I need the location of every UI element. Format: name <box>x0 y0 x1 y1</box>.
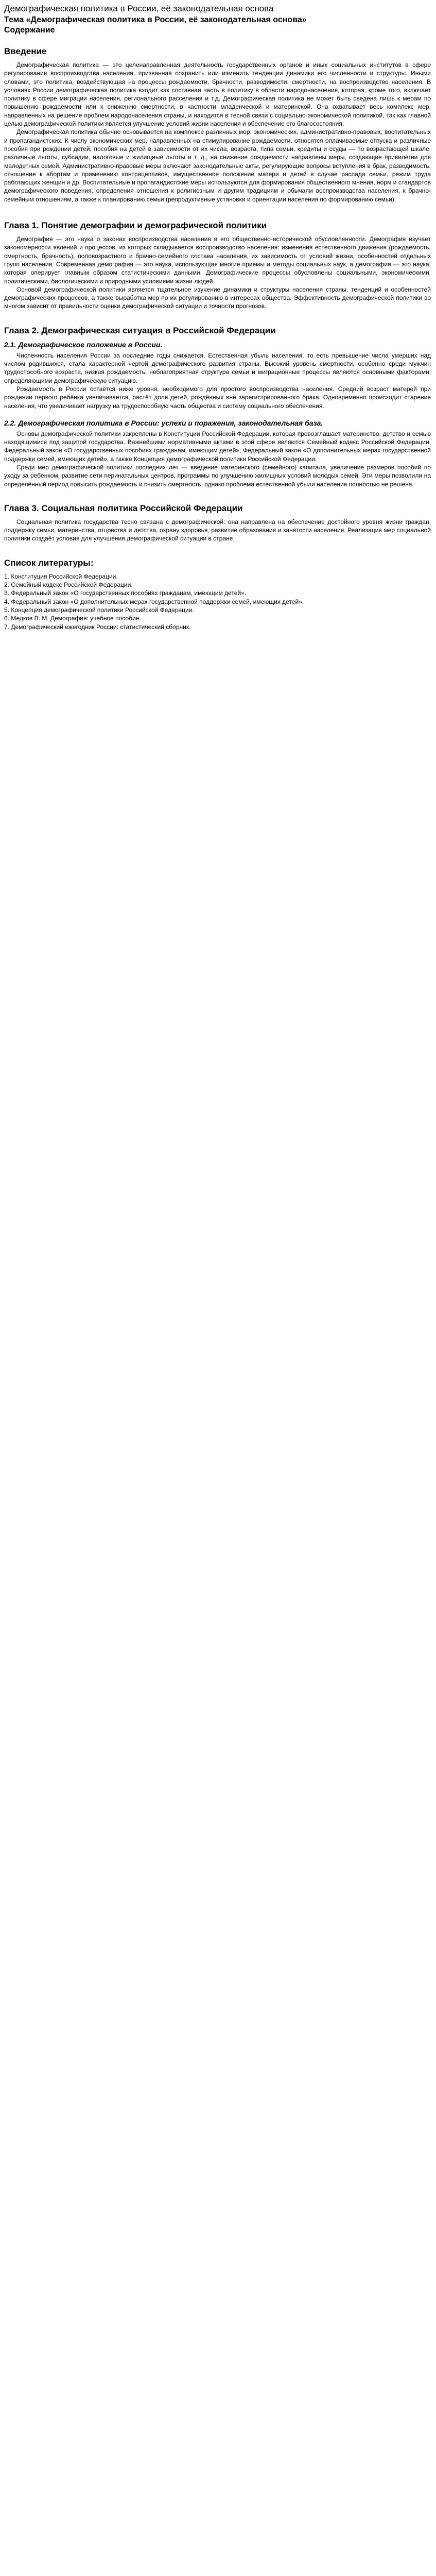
reference-item: 4. Федеральный закон «О дополнительных мерах государственной поддержки семей, имеющих детей». <box>4 598 304 605</box>
spacer <box>4 410 431 418</box>
document-topic: Тема «Демографическая политика в России, её законодательная основа» <box>4 15 307 24</box>
paragraph: Демографическая политика — это целенаправленная деятельность государственных органов и иных социальных институтов в сфере регулирования воспроизводства населения, призванная сохранить или изменить тенденции динамики его численности и структуры. Иными словами, это политика, воздействующая на процессы рождаемости, брачности, разводимости, смертности, на воспроизводство населения. В условиях России демографическая политика входит как составная часть в политику в области народонаселения, которая, кроме того, включает политику в сфере миграции населения, регионального расселения и т.д. Демографическая политика не может быть сведена лишь к мерам по повышению рождаемости или к снижению смертности, в частности младенческой и материнской. Она охватывает весь комплекс мер, направленных на решение проблем народонаселения страны, и находится в тесной связи с социально-экономической политикой, так как главной целью демографической политики является улучшение условий жизни населения и обеспечение его благосостояния. <box>4 61 431 128</box>
reference-item: 3. Федеральный закон «О государственных пособиях гражданам, имеющим детей». <box>4 589 247 597</box>
paragraph: Демографическая политика обычно основывается на комплексе различных мер: экономических, административно-правовых, воспитательных и пропагандистских. К числу экономических мер, направленных на стимулирование рождаемости, относятся оплачиваемые отпуска и различные пособия при рождении детей, пособия на детей в зависимости от их числа, возраста, типа семьи, кредиты и ссуды — по возрастающей шкале, различные льготы, субсидии, налоговые и жилищные льготы и т. д., на снижение рождаемости направлены меры, создающие привилегии для малодетных семей. Административно-правовые меры включают законодательные акты, регулирующие вопросы вступления в брак, разводимость, отношение к абортам и применению контрацептивов, имущественное положение матери и детей в случае распада семьи, режим труда работающих женщин и др. Воспитательные и пропагандистские меры используются для формирования общественного мнения, норм и стандартов демографического поведения, определения отношения к религиозным и другим традициям и обычаям воспроизводства населения, к брачно-семейным отношениям, а также к планированию семьи (репродуктивные установки и ориентации населения по формированию семьи). <box>4 128 431 203</box>
section-chapter-2 <box>4 325 431 488</box>
section-introduction <box>4 46 431 204</box>
references-heading: Список литературы: <box>4 557 94 568</box>
document-header <box>4 3 431 36</box>
paragraph: Основы демографической политики закреплены в Конституции Российской Федерации, которая провозглашает материнство, детство и семью находящимися под защитой государства. Важнейшими нормативными актами в этой сфере являются Семейный кодекс Российской Федерации, Федеральный закон «О государственных пособиях гражданам, имеющим детей», Федеральный закон «О дополнительных мерах государственной поддержки семей, имеющих детей», а также Концепция демографической политики Российской Федерации. <box>4 430 431 463</box>
reference-item: 7. Демографический ежегодник России: статистический сборник. <box>4 623 191 631</box>
chapter-1-heading: Глава 1. Понятие демографии и демографической политики <box>4 221 267 231</box>
paragraph: Среди мер демографической политики последних лет — введение материнского (семейного) капитала, увеличение размеров пособий по уходу за ребёнком, развитие сети перинатальных центров, программы по улучшению жилищных условий молодых семей. Эти меры позволили на определённый период повысить рождаемость и снизить смертность, однако проблема естественной убыли населения полностью не решена. <box>4 463 431 488</box>
section-chapter-1 <box>4 220 431 311</box>
references-list <box>4 572 431 631</box>
paragraph: Основой демографической политики является тщательное изучение динамики и структуры населения страны, тенденций и особенностей демографических процессов, а также выработка мер по их регулированию в интересах общества. Эффективность демографической политики во многом зависит от правильности оценки демографической ситуации и точности прогнозов. <box>4 285 431 310</box>
subsection-2-2-heading: 2.2. Демографическая политика в России: успехи и поражения, законодательная база. <box>4 418 323 427</box>
reference-item: 5. Концепция демографической политики Российской Федерации. <box>4 606 194 614</box>
chapter-2-heading: Глава 2. Демографическая ситуация в Российской Федерации <box>4 325 276 335</box>
subsection-2-1-heading: 2.1. Демографическое положение в России. <box>4 340 163 349</box>
paragraph: Рождаемость в России остаётся ниже уровня, необходимого для простого воспроизводства населения. Средний возраст матерей при рождении первого ребёнка увеличивается, растёт доля детей, рождённых вне зарегистрированного брака. Одновременно происходит старение населения, что увеличивает нагрузку на трудоспособную часть общества и систему социального обеспечения. <box>4 385 431 410</box>
contents-heading: Содержание <box>4 26 55 35</box>
introduction-heading: Введение <box>4 46 47 56</box>
reference-item: 2. Семейный кодекс Российской Федерации. <box>4 581 133 589</box>
chapter-3-heading: Глава 3. Социальная политика Российской Федерации <box>4 503 243 513</box>
paragraph: Численность населения России за последние годы снижается. Естественная убыль населения, то есть превышение числа умерших над числом родившихся, стала характерной чертой демографического развития страны. Высокий уровень смертности, особенно среди мужчин трудоспособного возраста, низкая рождаемость, неблагоприятная структура семьи и миграционные процессы являются основными факторами, определяющими демографическую ситуацию. <box>4 351 431 384</box>
section-references <box>4 557 431 631</box>
paragraph: Демография — это наука о законах воспроизводства населения в его общественно-исторической обусловленности. Демография изучает закономерности явлений и процессов, из которых складывается воспроизводство населения: изменения естественного движения (рождаемость, смертность, брачность), половозрастного и брачно-семейного состава населения, их зависимость от условий жизни, особенностей отдельных групп населения. Современная демография — это наука, использующая многие приемы и методы социальных наук, а демография — это наука, которая оперирует главным образом статистическими данными. Демографические процессы обусловлены социальными, экономическими, политическими, биологическими и природными условиями жизни людей. <box>4 235 431 285</box>
reference-item: 1. Конституция Российской Федерации. <box>4 572 118 580</box>
paragraph: Социальная политика государства тесно связана с демографической: она направлена на обеспечение достойного уровня жизни граждан, поддержку семьи, материнства, отцовства и детства, охрану здоровья, развитие образования и занятости населения. Реализация мер социальной политики создаёт условия для улучшения демографической ситуации в стране. <box>4 518 431 543</box>
section-chapter-3 <box>4 503 431 543</box>
reference-item: 6. Медков В. М. Демография: учебное пособие. <box>4 615 141 622</box>
document-title: Демографическая политика в России, её законодательная основа <box>4 4 274 13</box>
